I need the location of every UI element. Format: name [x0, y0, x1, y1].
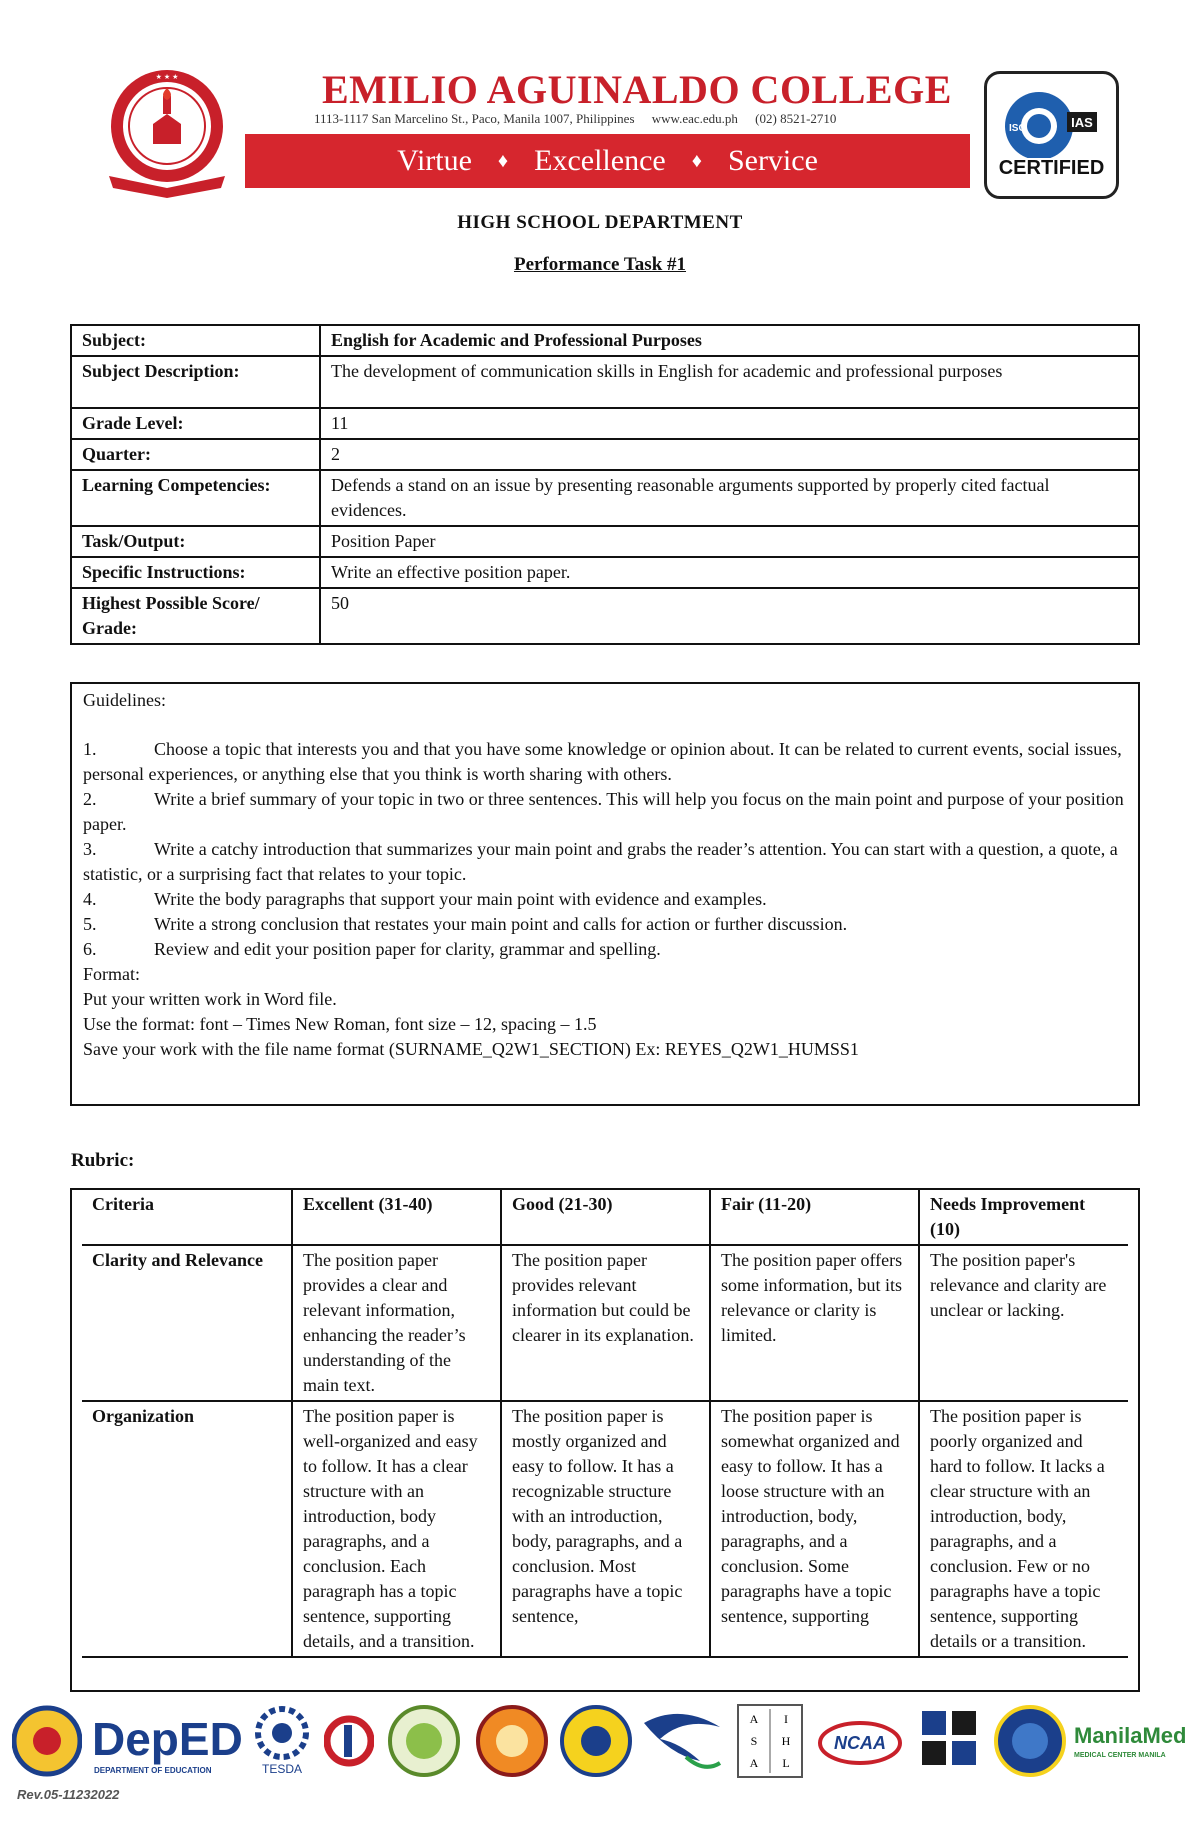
tesda-text: TESDA	[261, 1762, 303, 1776]
list-item	[83, 937, 1127, 962]
instructions-value: Write an effective position paper.	[320, 557, 1139, 588]
deped-subtitle: DEPARTMENT OF EDUCATION	[94, 1766, 212, 1775]
department-title: HIGH SCHOOL DEPARTMENT	[457, 212, 743, 233]
phone-text: (02) 8521-2710	[755, 111, 837, 126]
item-text: Write a strong conclusion that restates your main point and calls for action or further discussion.	[154, 914, 848, 934]
grade-label: Grade Level:	[71, 408, 320, 439]
competencies-value: Defends a stand on an issue by presenting reasonable arguments supported by properly cited factual evidences.	[320, 470, 1139, 526]
item-text: Write a brief summary of your topic in two or three sentences. This will help you focus on the main point and purpose of your position paper.	[83, 789, 1124, 834]
list-item	[83, 737, 1127, 787]
table-row	[82, 1245, 1128, 1401]
excellent-cell: The position paper is well-organized and easy to follow. It has a clear structure with an introduction, body paragraphs, and a conclusion. Each paragraph has a topic sentence, supporting details, and a transition.	[292, 1401, 501, 1657]
ashl-letter: L	[782, 1756, 790, 1770]
partner-logos-strip	[12, 1703, 1192, 1781]
score-value: 50	[320, 588, 1139, 644]
motto-excellence: Excellence	[534, 144, 666, 177]
website-text: www.eac.edu.ph	[651, 111, 738, 126]
table-row	[71, 408, 1139, 439]
deped-logo	[90, 1703, 250, 1779]
table-row	[71, 356, 1139, 408]
partner-seal-green-icon	[386, 1703, 462, 1779]
criteria-cell: Clarity and Relevance	[82, 1245, 292, 1401]
list-item	[83, 837, 1127, 887]
ncaa-logo	[816, 1703, 904, 1779]
partner-seal-blue-icon	[992, 1703, 1068, 1779]
iso-text: ISO	[1009, 123, 1027, 134]
format-line-2: Use the format: font – Times New Roman, font size – 12, spacing – 1.5	[83, 1014, 597, 1034]
guidelines-title: Guidelines:	[83, 690, 166, 710]
list-item	[83, 912, 1127, 937]
header-excellent: Excellent (31-40)	[292, 1190, 501, 1245]
manilamed-text: ManilaMed	[1074, 1723, 1187, 1748]
ashl-letter: I	[784, 1712, 788, 1726]
partner-seal-orange-icon	[474, 1703, 550, 1779]
ashl-letter: A	[749, 1712, 759, 1726]
rubric-frame	[70, 1188, 1140, 1692]
ashl-letter: A	[749, 1756, 759, 1770]
item-number: 1.	[83, 739, 97, 759]
deped-text: DepED	[92, 1713, 243, 1765]
item-number: 6.	[83, 939, 97, 959]
diamond-icon: ♦	[691, 149, 702, 172]
item-text: Write the body paragraphs that support your main point with evidence and examples.	[154, 889, 767, 909]
ias-text: IAS	[1071, 115, 1093, 130]
motto-virtue: Virtue	[397, 144, 472, 177]
rubric-label: Rubric:	[71, 1150, 135, 1171]
revision-code: Rev.05-11232022	[17, 1787, 120, 1802]
government-seal-icon	[12, 1703, 82, 1779]
list-item	[83, 887, 1127, 912]
item-text: Review and edit your position paper for clarity, grammar and spelling.	[154, 939, 661, 959]
manilamed-logo	[1072, 1703, 1192, 1779]
list-item	[83, 787, 1127, 837]
guidelines-list	[83, 737, 1127, 962]
motto-service: Service	[727, 144, 818, 177]
item-text: Write a catchy introduction that summarizes your main point and grabs the reader’s attention. You can start with a question, a quote, a statistic, or a surprising fact that relates to your topic.	[83, 839, 1118, 884]
fair-cell: The position paper is somewhat organized and easy to follow. It has a loose structure with an introduction, body, paragraphs, and a conclusion. Some paragraphs have a topic sentence, supporting	[710, 1401, 919, 1657]
quarter-label: Quarter:	[71, 439, 320, 470]
ashl-letter: S	[750, 1734, 758, 1748]
task-value: Position Paper	[320, 526, 1139, 557]
item-number: 3.	[83, 839, 97, 859]
ncaa-text: NCAA	[834, 1733, 886, 1753]
score-label: Highest Possible Score/ Grade:	[71, 588, 320, 644]
header-needs-improvement: Needs Improvement (10)	[919, 1190, 1128, 1245]
format-title: Format:	[83, 964, 140, 984]
table-row	[71, 526, 1139, 557]
header-fair: Fair (11-20)	[710, 1190, 919, 1245]
good-cell: The position paper is mostly organized and easy to follow. It has a recognizable structure with an introduction, body, paragraphs, and a conclusion. Most paragraphs have a topic sentence,	[501, 1401, 710, 1657]
fair-cell: The position paper offers some information, but its relevance or clarity is limited.	[710, 1245, 919, 1401]
guidelines-box	[70, 682, 1140, 1106]
subject-value: English for Academic and Professional Purposes	[320, 325, 1139, 356]
college-name: EMILIO AGUINALDO COLLEGE	[322, 67, 952, 112]
task-title: Performance Task #1	[513, 254, 687, 275]
format-line-1: Put your written work in Word file.	[83, 989, 337, 1009]
table-row	[71, 439, 1139, 470]
certified-label: CERTIFIED	[998, 157, 1105, 179]
good-cell: The position paper provides relevant information but could be clearer in its explanation.	[501, 1245, 710, 1401]
task-label: Task/Output:	[71, 526, 320, 557]
item-number: 4.	[83, 889, 97, 909]
partner-wing-logo	[640, 1703, 724, 1779]
subject-label: Subject:	[71, 325, 320, 356]
header-criteria: Criteria	[82, 1190, 292, 1245]
ashl-logo	[736, 1703, 804, 1779]
rubric-header-row	[82, 1190, 1128, 1245]
dost-logo	[914, 1703, 984, 1779]
rubric-table	[82, 1190, 1128, 1658]
quarter-value: 2	[320, 439, 1139, 470]
task-info-table	[70, 324, 1140, 645]
excellent-cell: The position paper provides a clear and relevant information, enhancing the reader’s understanding of the main text.	[292, 1245, 501, 1401]
partner-f-logo	[324, 1703, 374, 1779]
item-number: 2.	[83, 789, 97, 809]
grade-value: 11	[320, 408, 1139, 439]
competencies-label: Learning Competencies:	[71, 470, 320, 526]
motto-bar	[245, 134, 970, 188]
tesda-logo	[252, 1703, 312, 1779]
item-text: Choose a topic that interests you and that you have some knowledge or opinion about. It can be related to current events, social issues, personal experiences, or anything else that you think is worth sharing with others.	[83, 739, 1122, 784]
table-row	[71, 557, 1139, 588]
header-good: Good (21-30)	[501, 1190, 710, 1245]
manilamed-subtitle: MEDICAL CENTER MANILA	[1074, 1752, 1166, 1759]
save-instruction: Save your work with the file name format (SURNAME_Q2W1_SECTION) Ex: REYES_Q2W1_HUMSS1	[83, 1039, 859, 1059]
table-row	[71, 588, 1139, 644]
table-row	[71, 470, 1139, 526]
description-label: Subject Description:	[71, 356, 320, 408]
ashl-letter: H	[781, 1734, 791, 1748]
diamond-icon: ♦	[497, 149, 509, 172]
item-number: 5.	[83, 914, 97, 934]
needs-cell: The position paper's relevance and clarity are unclear or lacking.	[919, 1245, 1128, 1401]
table-row	[71, 325, 1139, 356]
criteria-cell: Organization	[82, 1401, 292, 1657]
partner-seal-yellow-icon	[558, 1703, 634, 1779]
address-text: 1113-1117 San Marcelino St., Paco, Manila 1007, Philippines	[314, 111, 635, 126]
needs-cell: The position paper is poorly organized and hard to follow. It lacks a clear structure with an introduction, body, paragraphs, and a conclusion. Few or no paragraphs have a topic sentence, supporting details or a transition.	[919, 1401, 1128, 1657]
college-seal-logo	[105, 66, 230, 198]
college-address	[314, 111, 954, 127]
table-row	[82, 1401, 1128, 1657]
iso-ias-logo	[987, 78, 1117, 158]
svg-text:★ ★ ★: ★ ★ ★	[155, 74, 179, 81]
description-value: The development of communication skills in English for academic and professional purposes	[320, 356, 1139, 408]
instructions-label: Specific Instructions:	[71, 557, 320, 588]
iso-certified-badge	[984, 71, 1119, 199]
